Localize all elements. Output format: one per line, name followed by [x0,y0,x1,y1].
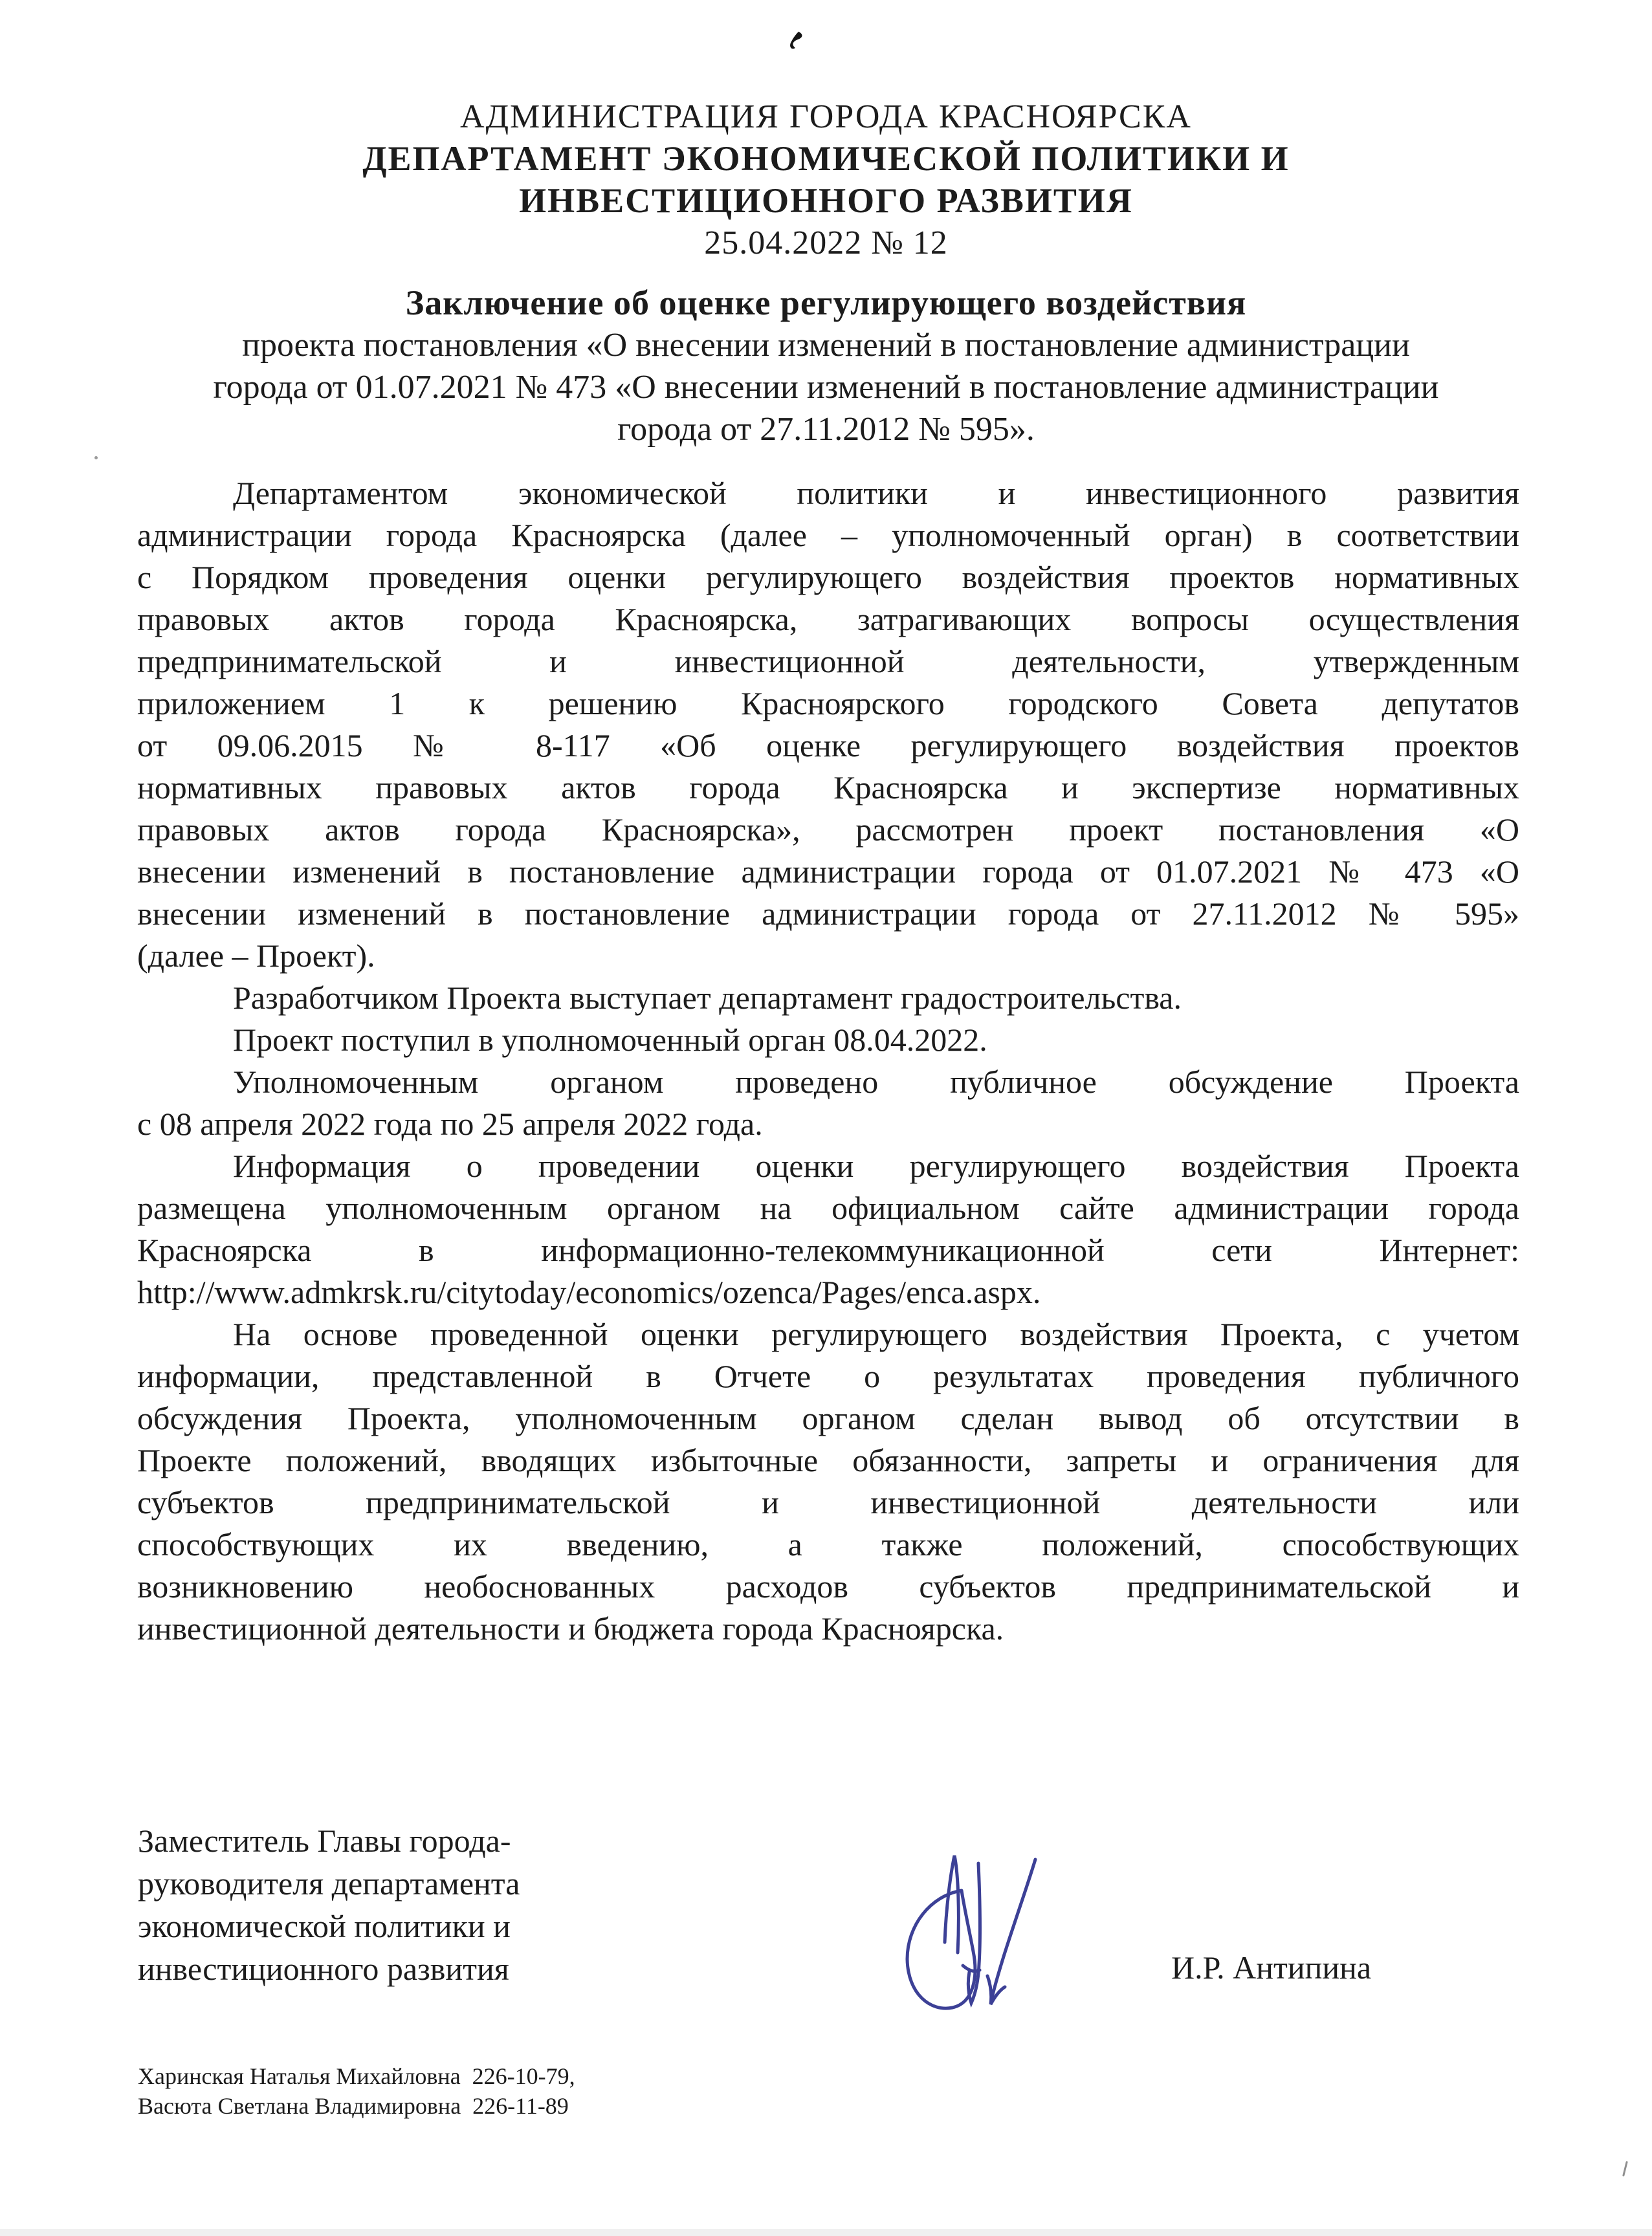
body-paragraph-1 [137,472,1519,977]
signatory-name: И.Р. Антипина [1171,1949,1372,1986]
text-line: нормативных правовых актов города Красноярска и экспертизе нормативных [137,769,1519,806]
handwritten-signature-ink [899,1845,1094,2017]
text-line: проекта постановления «О внесении изменений в постановление администрации [242,327,1410,364]
text-line: http://www.admkrsk.ru/citytoday/economics/ozenca/Pages/enca.aspx. [137,1274,1041,1310]
text-line: Уполномоченным органом проведено публичное обсуждение Проекта [233,1064,1519,1100]
text-line: Информация о проведении оценки регулирующего воздействия Проекта [233,1148,1519,1184]
text-line: внесении изменений в постановление администрации города от 01.07.2021 № 473 «О [137,853,1519,890]
org-name: АДМИНИСТРАЦИЯ ГОРОДА КРАСНОЯРСКА [460,98,1192,135]
text-line: от 09.06.2015 № 8-117 «Об оценке регулирующего воздействия проектов [137,727,1519,763]
text-line: города от 01.07.2021 № 473 «О внесении изменений в постановление администрации [213,369,1439,406]
doc-body [137,472,1519,1650]
dept-name-line-1: ДЕПАРТАМЕНТ ЭКОНОМИЧЕСКОЙ ПОЛИТИКИ И [362,139,1290,178]
text-line: руководителя департамента [138,1865,520,1902]
text-line: города от 27.11.2012 № 595». [617,411,1035,448]
body-paragraph-4 [137,1061,1519,1145]
text-line: Харинская Наталья Михайловна 226-10-79, [138,2063,575,2089]
body-paragraph-3 [137,1019,1519,1061]
text-line: субъектов предпринимательской и инвестиционной деятельности или [137,1484,1519,1520]
text-line: экономической политики и [138,1908,511,1944]
text-line: возникновению необоснованных расходов субъектов предпринимательской и [137,1568,1519,1605]
text-line: Заместитель Главы города- [138,1823,511,1859]
body-paragraph-2 [137,977,1519,1019]
text-line: Департаментом экономической политики и инвестиционного развития [233,475,1519,511]
signature-position-title [138,1819,694,1990]
text-line: с Порядком проведения оценки регулирующего воздействия проектов нормативных [137,559,1519,595]
text-line: обсуждения Проекта, уполномоченным органом сделан вывод об отсутствии в [137,1400,1519,1436]
dept-name-line-2: ИНВЕСТИЦИОННОГО РАЗВИТИЯ [519,181,1133,220]
text-line: размещена уполномоченным органом на официальном сайте администрации города [137,1190,1519,1226]
body-paragraph-6 [137,1313,1519,1650]
scan-dot-artifact [94,456,98,459]
text-line: Красноярска в информационно-телекоммуникационной сети Интернет: [137,1232,1519,1268]
page-bottom-edge [0,2229,1652,2236]
body-paragraph-5 [137,1145,1519,1313]
text-line: администрации города Красноярска (далее – уполномоченный орган) в соответствии [137,517,1519,553]
text-line: способствующих их введению, а также положений, способствующих [137,1526,1519,1562]
text-line: с 08 апреля 2022 года по 25 апреля 2022 года. [137,1106,763,1142]
text-line: внесении изменений в постановление администрации города от 27.11.2012 № 595» [137,895,1519,932]
footer-contacts [138,2061,575,2121]
text-line: информации, представленной в Отчете о результатах проведения публичного [137,1358,1519,1394]
text-line: Проект поступил в уполномоченный орган 08.04.2022. [233,1022,987,1058]
text-line: инвестиционной деятельности и бюджета города Красноярска. [137,1610,1004,1647]
doc-subtitle [0,324,1652,450]
document-header [0,0,1652,264]
text-line: Васюта Светлана Владимировна 226-11-89 [138,2093,569,2119]
text-line: приложением 1 к решению Красноярского городского Совета депутатов [137,685,1519,721]
text-line: правовых актов города Красноярска, затрагивающих вопросы осуществления [137,601,1519,637]
doc-date-number: 25.04.2022 № 12 [704,225,948,261]
text-line: Проекте положений, вводящих избыточные обязанности, запреты и ограничения для [137,1442,1519,1478]
text-line: (далее – Проект). [137,937,375,974]
scan-tick-artifact [1622,2161,1628,2176]
ink-blot-artifact [788,31,805,53]
text-line: На основе проведенной оценки регулирующего воздействия Проекта, с учетом [233,1316,1519,1352]
text-line: Разработчиком Проекта выступает департамент градостроительства. [233,980,1182,1016]
doc-title: Заключение об оценке регулирующего воздействия [405,283,1247,322]
text-line: предпринимательской и инвестиционной деятельности, утвержденным [137,643,1519,679]
text-line: инвестиционного развития [138,1951,509,1987]
text-line: правовых актов города Красноярска», рассмотрен проект постановления «О [137,811,1519,848]
